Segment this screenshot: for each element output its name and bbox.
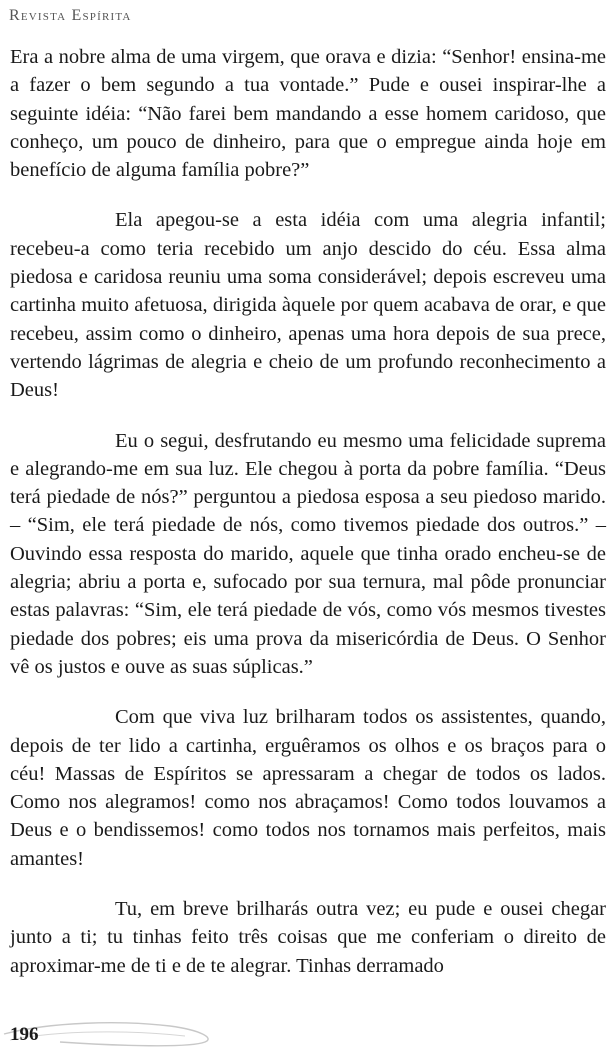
paragraph: Ela apegou-se a esta idéia com uma alegria infantil; recebeu-a como teria recebido um anjo descido do céu. Essa alma piedosa e caridosa reuniu uma soma considerável; depois escreveu uma cartinha muito afetuosa, dirigida àquele por quem acabava de orar, e que recebeu, assim como o dinheiro, apenas uma hora depois de sua prece, vertendo lágrimas de alegria e cheio de um profundo reconhecimento a Deus! xyxy=(10,209,606,402)
body-text xyxy=(10,43,606,1002)
paragraph: Tu, em breve brilharás outra vez; eu pude e ousei chegar junto a ti; tu tinhas feito três coisas que me conferiam o direito de aproximar-me de ti e de te alegrar. Tinhas derramado xyxy=(10,898,606,977)
paragraph: Eu o segui, desfrutando eu mesmo uma felicidade suprema e alegrando-me em sua luz. Ele chegou à porta da pobre família. “Deus terá piedade de nós?” perguntou a piedosa esposa a seu piedoso marido. – “Sim, ele terá piedade de nós, como tivemos piedade dos outros.” – Ouvindo essa resposta do marido, aquele que tinha orado encheu-se de alegria; abriu a porta e, sufocado por sua ternura, mal pôde pronunciar estas palavras: “Sim, ele terá piedade de vós, como vós mesmos tivestes piedade dos pobres; eis uma prova da misericórdia de Deus. O Senhor vê os justos e ouve as suas súplicas.” xyxy=(10,429,606,678)
paragraph: Com que viva luz brilharam todos os assistentes, quando, depois de ter lido a cartinha, erguêramos os olhos e os braços para o céu! Massas de Espíritos se apressaram a chegar de todos os lados. Como nos alegramos! como nos abraçamos! Como todos louvamos a Deus e o bendissemos! como todos nos tornamos mais perfeitos, mais amantes! xyxy=(10,706,606,870)
page-number: 196 xyxy=(10,1024,39,1045)
running-header: Revista Espírita xyxy=(9,7,132,24)
paragraph: Era a nobre alma de uma virgem, que orava e dizia: “Senhor! ensina-me a fazer o bem segundo a tua vontade.” Pude e ousei inspirar-lhe a seguinte idéia: “Não farei bem mandando a esse homem caridoso, que conheço, um pouco de dinheiro, para que o empregue ainda hoje em benefício de alguma família pobre?” xyxy=(10,46,606,182)
